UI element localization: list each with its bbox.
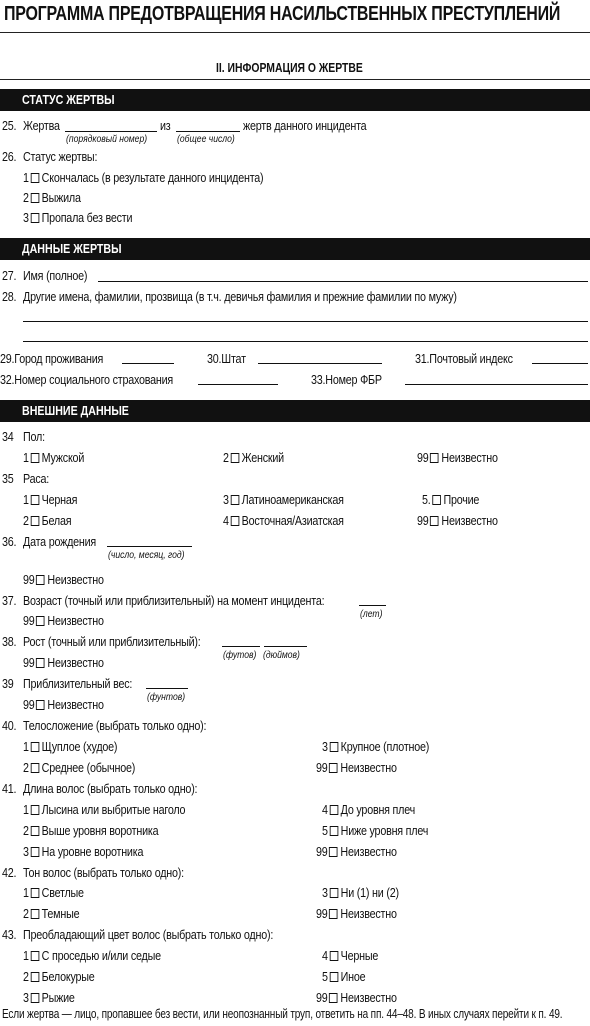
checkbox[interactable] [329,951,338,961]
q41-option[interactable]: 99 Неизвестно [316,845,397,859]
q40-option[interactable]: 3 Крупное (плотное) [322,740,430,754]
checkbox[interactable] [30,453,39,463]
q40-number: 40. [2,719,17,733]
q25-total-field[interactable] [176,131,240,132]
q26-label: Статус жертвы: [23,150,98,164]
q40-option[interactable]: 99 Неизвестно [316,761,397,775]
checkbox[interactable] [30,993,39,1003]
q43-option[interactable]: 3 Рыжие [23,991,75,1005]
checkbox[interactable] [30,516,39,526]
q38-feet-field[interactable] [222,646,260,647]
checkbox[interactable] [329,742,338,752]
q41-label: Длина волос (выбрать только одно): [23,782,198,796]
q43-option[interactable]: 4 Черные [322,949,379,963]
q36-hint: (число, месяц, год) [108,550,185,561]
q41-option[interactable]: 5 Ниже уровня плеч [322,824,429,838]
checkbox[interactable] [329,888,338,898]
q25-label: Жертва [23,119,60,133]
q38-number: 38. [2,635,17,649]
checkbox[interactable] [30,888,39,898]
checkbox[interactable] [329,993,338,1003]
q34-option[interactable]: 2 Женский [223,451,284,465]
q41-option[interactable]: 1 Лысина или выбритые наголо [23,803,186,817]
q29-city-field[interactable] [122,363,174,364]
q35-number: 35 [2,472,14,486]
q37-unknown-option[interactable]: 99 Неизвестно [23,614,104,628]
q43-option[interactable]: 99 Неизвестно [316,991,397,1005]
checkbox[interactable] [230,495,239,505]
checkbox[interactable] [30,826,39,836]
checkbox[interactable] [30,847,39,857]
checkbox[interactable] [30,173,39,183]
section-header-status: СТАТУС ЖЕРТВЫ [0,89,590,111]
checkbox[interactable] [36,616,45,626]
checkbox[interactable] [30,909,39,919]
checkbox[interactable] [30,951,39,961]
q40-option[interactable]: 2 Среднее (обычное) [23,761,136,775]
checkbox[interactable] [329,847,338,857]
checkbox[interactable] [30,805,39,815]
q43-number: 43. [2,928,17,942]
part-title: II. ИНФОРМАЦИЯ О ЖЕРТВЕ [216,60,363,75]
q36-number: 36. [2,535,17,549]
checkbox[interactable] [432,495,441,505]
q41-option[interactable]: 3 На уровне воротника [23,845,144,859]
q35-option[interactable]: 2 Белая [23,514,72,528]
q36-dob-field[interactable] [107,546,192,547]
q42-label: Тон волос (выбрать только одно): [23,866,184,880]
q28-field-line-2[interactable] [23,341,588,342]
section-header-appearance: ВНЕШНИЕ ДАННЫЕ [0,400,590,422]
q25-total-hint: (общее число) [177,134,235,145]
q43-option[interactable]: 2 Белокурые [23,970,95,984]
q38-hint-in: (дюймов) [263,650,300,661]
q34-number: 34 [2,430,14,444]
q37-number: 37. [2,594,17,608]
checkbox[interactable] [30,213,39,223]
q37-age-field[interactable] [359,605,386,606]
q30-state-field[interactable] [258,363,382,364]
q25-seq-hint: (порядковый номер) [66,134,148,145]
q36-unknown-option[interactable]: 99 Неизвестно [23,573,104,587]
q39-number: 39 [2,677,14,691]
q27-label: Имя (полное) [23,269,88,283]
q40-option[interactable]: 1 Щуплое (худое) [23,740,118,754]
q34-option[interactable]: 1 Мужской [23,451,85,465]
q33-fbi-field[interactable] [405,384,588,385]
q40-label: Телосложение (выбрать только одно): [23,719,207,733]
checkbox[interactable] [329,826,338,836]
footer-note: Если жертва — лицо, пропавшее без вести, или неопознанный труп, ответить на пп. 44–48. В иных случаях перейти к п. 49. [2,1007,563,1021]
q39-unknown-option[interactable]: 99 Неизвестно [23,698,104,712]
q25-suffix: жертв данного инцидента [243,119,367,133]
q34-label: Пол: [23,430,45,444]
q42-option[interactable]: 3 Ни (1) ни (2) [322,886,399,900]
form-title: ПРОГРАММА ПРЕДОТВРАЩЕНИЯ НАСИЛЬСТВЕННЫХ ПРЕСТУПЛЕНИЙ [4,3,561,25]
checkbox[interactable] [30,972,39,982]
q42-option[interactable]: 1 Светлые [23,886,84,900]
q43-option[interactable]: 1 С проседью и/или седые [23,949,161,963]
checkbox[interactable] [36,700,45,710]
q41-number: 41. [2,782,17,796]
q42-option[interactable]: 99 Неизвестно [316,907,397,921]
q38-hint-ft: (футов) [223,650,257,661]
q33-label: 33.Номер ФБР [311,373,382,387]
q41-option[interactable]: 2 Выше уровня воротника [23,824,159,838]
q25-seq-field[interactable] [65,131,157,132]
q39-hint: (фунтов) [147,692,186,703]
section-header-data: ДАННЫЕ ЖЕРТВЫ [0,238,590,260]
q32-ssn-field[interactable] [198,384,278,385]
q39-label: Приблизительный вес: [23,677,133,691]
q36-label: Дата рождения [23,535,97,549]
q38-label: Рост (точный или приблизительный): [23,635,201,649]
q35-option[interactable]: 1 Черная [23,493,78,507]
q28-field-line-1[interactable] [23,321,588,322]
q35-option[interactable]: 99 Неизвестно [417,514,498,528]
q26-number: 26. [2,150,17,164]
q35-option[interactable]: 5. Прочие [422,493,480,507]
q34-option[interactable]: 99 Неизвестно [417,451,498,465]
checkbox[interactable] [329,909,338,919]
q30-label: 30.Штат [207,352,246,366]
q35-label: Раса: [23,472,50,486]
q43-label: Преобладающий цвет волос (выбрать только одно): [23,928,274,942]
q31-label: 31.Почтовый индекс [415,352,513,366]
q29-label: 29.Город проживания [0,352,104,366]
checkbox[interactable] [430,453,439,463]
q31-zip-field[interactable] [532,363,588,364]
checkbox[interactable] [30,495,39,505]
checkbox[interactable] [36,575,45,585]
checkbox[interactable] [230,516,239,526]
subtitle-rule [0,79,590,80]
q38-unknown-option[interactable]: 99 Неизвестно [23,656,104,670]
checkbox[interactable] [30,742,39,752]
q25-number: 25. [2,119,17,133]
checkbox[interactable] [329,763,338,773]
title-rule [0,32,590,33]
q41-option[interactable]: 4 До уровня плеч [322,803,416,817]
q32-label: 32.Номер социального страхования [0,373,174,387]
q26-option[interactable]: 3 Пропала без вести [23,211,133,225]
q27-name-field[interactable] [98,281,588,282]
q25-of-label: из [160,119,171,133]
q39-weight-field[interactable] [146,688,188,689]
q38-inches-field[interactable] [264,646,307,647]
checkbox[interactable] [230,453,239,463]
q42-option[interactable]: 2 Темные [23,907,80,921]
q42-number: 42. [2,866,17,880]
q43-option[interactable]: 5 Иное [322,970,366,984]
q28-number: 28. [2,290,17,304]
q37-hint: (лет) [360,609,383,620]
q35-option[interactable]: 4 Восточная/Азиатская [223,514,344,528]
q26-option[interactable]: 2 Выжила [23,191,81,205]
checkbox[interactable] [30,193,39,203]
checkbox[interactable] [329,972,338,982]
q27-number: 27. [2,269,17,283]
q26-option[interactable]: 1 Скончалась (в результате данного инцидента) [23,171,264,185]
q35-option[interactable]: 3 Латиноамериканская [223,493,344,507]
checkbox[interactable] [430,516,439,526]
q28-label: Другие имена, фамилии, прозвища (в т.ч. девичья фамилия и прежние фамилии по мужу) [23,290,457,304]
checkbox[interactable] [30,763,39,773]
q37-label: Возраст (точный или приблизительный) на момент инцидента: [23,594,325,608]
checkbox[interactable] [36,658,45,668]
checkbox[interactable] [329,805,338,815]
